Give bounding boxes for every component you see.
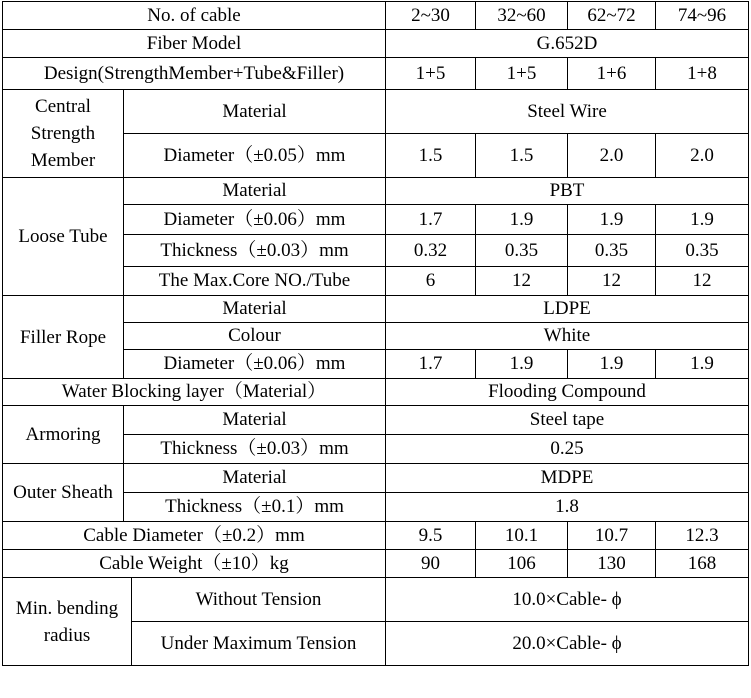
bending-without-row	[3, 578, 749, 622]
csm-diameter-value-4: 2.0	[656, 134, 749, 178]
loose-tube-group: Loose Tube	[3, 178, 124, 296]
col-header-3: 62~72	[568, 2, 656, 30]
tube-material-label: Material	[124, 178, 386, 205]
design-value-1: 1+5	[386, 58, 476, 90]
cable-diameter-value-1: 9.5	[386, 522, 476, 550]
tube-diameter-value-2: 1.9	[476, 205, 568, 235]
water-blocking-row	[3, 379, 749, 406]
filler-material-value: LDPE	[386, 296, 749, 323]
bending-under-label: Under Maximum Tension	[132, 622, 386, 666]
filler-rope-group: Filler Rope	[3, 296, 124, 379]
sheath-material-row	[3, 464, 749, 493]
filler-diameter-value-3: 1.9	[568, 350, 656, 379]
sheath-thickness-label: Thickness（±0.1）mm	[124, 493, 386, 522]
cable-diameter-row	[3, 522, 749, 550]
filler-diameter-label: Diameter（±0.06）mm	[124, 350, 386, 379]
filler-diameter-value-2: 1.9	[476, 350, 568, 379]
water-blocking-label: Water Blocking layer（Material）	[3, 379, 386, 406]
tube-thickness-value-4: 0.35	[656, 235, 749, 267]
cable-weight-value-4: 168	[656, 550, 749, 578]
header-row	[3, 2, 749, 30]
bending-radius-group: Min. bending radius	[3, 578, 132, 666]
tube-diameter-value-4: 1.9	[656, 205, 749, 235]
filler-diameter-value-1: 1.7	[386, 350, 476, 379]
bending-without-value: 10.0×Cable- ϕ	[386, 578, 749, 622]
tube-diameter-value-1: 1.7	[386, 205, 476, 235]
filler-material-row	[3, 296, 749, 323]
tube-material-row	[3, 178, 749, 205]
cable-spec-table	[2, 1, 749, 666]
fiber-model-row	[3, 30, 749, 58]
tube-thickness-value-3: 0.35	[568, 235, 656, 267]
fiber-model-value: G.652D	[386, 30, 749, 58]
no-of-cable-label: No. of cable	[3, 2, 386, 30]
bending-under-value: 20.0×Cable- ϕ	[386, 622, 749, 666]
csm-material-value: Steel Wire	[386, 90, 749, 134]
csm-diameter-value-1: 1.5	[386, 134, 476, 178]
cable-weight-label: Cable Weight（±10）kg	[3, 550, 386, 578]
tube-maxcore-value-1: 6	[386, 267, 476, 296]
armoring-thickness-value: 0.25	[386, 435, 749, 464]
col-header-2: 32~60	[476, 2, 568, 30]
tube-diameter-label: Diameter（±0.06）mm	[124, 205, 386, 235]
csm-diameter-label: Diameter（±0.05）mm	[124, 134, 386, 178]
csm-diameter-value-2: 1.5	[476, 134, 568, 178]
tube-diameter-value-3: 1.9	[568, 205, 656, 235]
armoring-thickness-label: Thickness（±0.03）mm	[124, 435, 386, 464]
armoring-material-value: Steel tape	[386, 406, 749, 435]
cable-diameter-value-3: 10.7	[568, 522, 656, 550]
tube-maxcore-value-3: 12	[568, 267, 656, 296]
water-blocking-value: Flooding Compound	[386, 379, 749, 406]
sheath-material-value: MDPE	[386, 464, 749, 493]
design-value-2: 1+5	[476, 58, 568, 90]
filler-colour-value: White	[386, 323, 749, 350]
tube-material-value: PBT	[386, 178, 749, 205]
tube-maxcore-value-2: 12	[476, 267, 568, 296]
tube-maxcore-label: The Max.Core NO./Tube	[124, 267, 386, 296]
design-value-4: 1+8	[656, 58, 749, 90]
cable-weight-row	[3, 550, 749, 578]
design-row	[3, 58, 749, 90]
armoring-material-label: Material	[124, 406, 386, 435]
cable-weight-value-3: 130	[568, 550, 656, 578]
armoring-group: Armoring	[3, 406, 124, 464]
tube-thickness-value-1: 0.32	[386, 235, 476, 267]
cable-diameter-value-2: 10.1	[476, 522, 568, 550]
bending-without-label: Without Tension	[132, 578, 386, 622]
design-label: Design(StrengthMember+Tube&Filler)	[3, 58, 386, 90]
filler-diameter-value-4: 1.9	[656, 350, 749, 379]
csm-material-label: Material	[124, 90, 386, 134]
csm-material-row	[3, 90, 749, 134]
design-value-3: 1+6	[568, 58, 656, 90]
sheath-material-label: Material	[124, 464, 386, 493]
fiber-model-label: Fiber Model	[3, 30, 386, 58]
armoring-material-row	[3, 406, 749, 435]
outer-sheath-group: Outer Sheath	[3, 464, 124, 522]
cable-diameter-label: Cable Diameter（±0.2）mm	[3, 522, 386, 550]
tube-thickness-label: Thickness（±0.03）mm	[124, 235, 386, 267]
col-header-4: 74~96	[656, 2, 749, 30]
cable-weight-value-1: 90	[386, 550, 476, 578]
csm-diameter-value-3: 2.0	[568, 134, 656, 178]
filler-colour-label: Colour	[124, 323, 386, 350]
tube-thickness-value-2: 0.35	[476, 235, 568, 267]
sheath-thickness-value: 1.8	[386, 493, 749, 522]
central-strength-member-group: Central Strength Member	[3, 90, 124, 178]
cable-weight-value-2: 106	[476, 550, 568, 578]
filler-material-label: Material	[124, 296, 386, 323]
tube-maxcore-value-4: 12	[656, 267, 749, 296]
col-header-1: 2~30	[386, 2, 476, 30]
cable-diameter-value-4: 12.3	[656, 522, 749, 550]
